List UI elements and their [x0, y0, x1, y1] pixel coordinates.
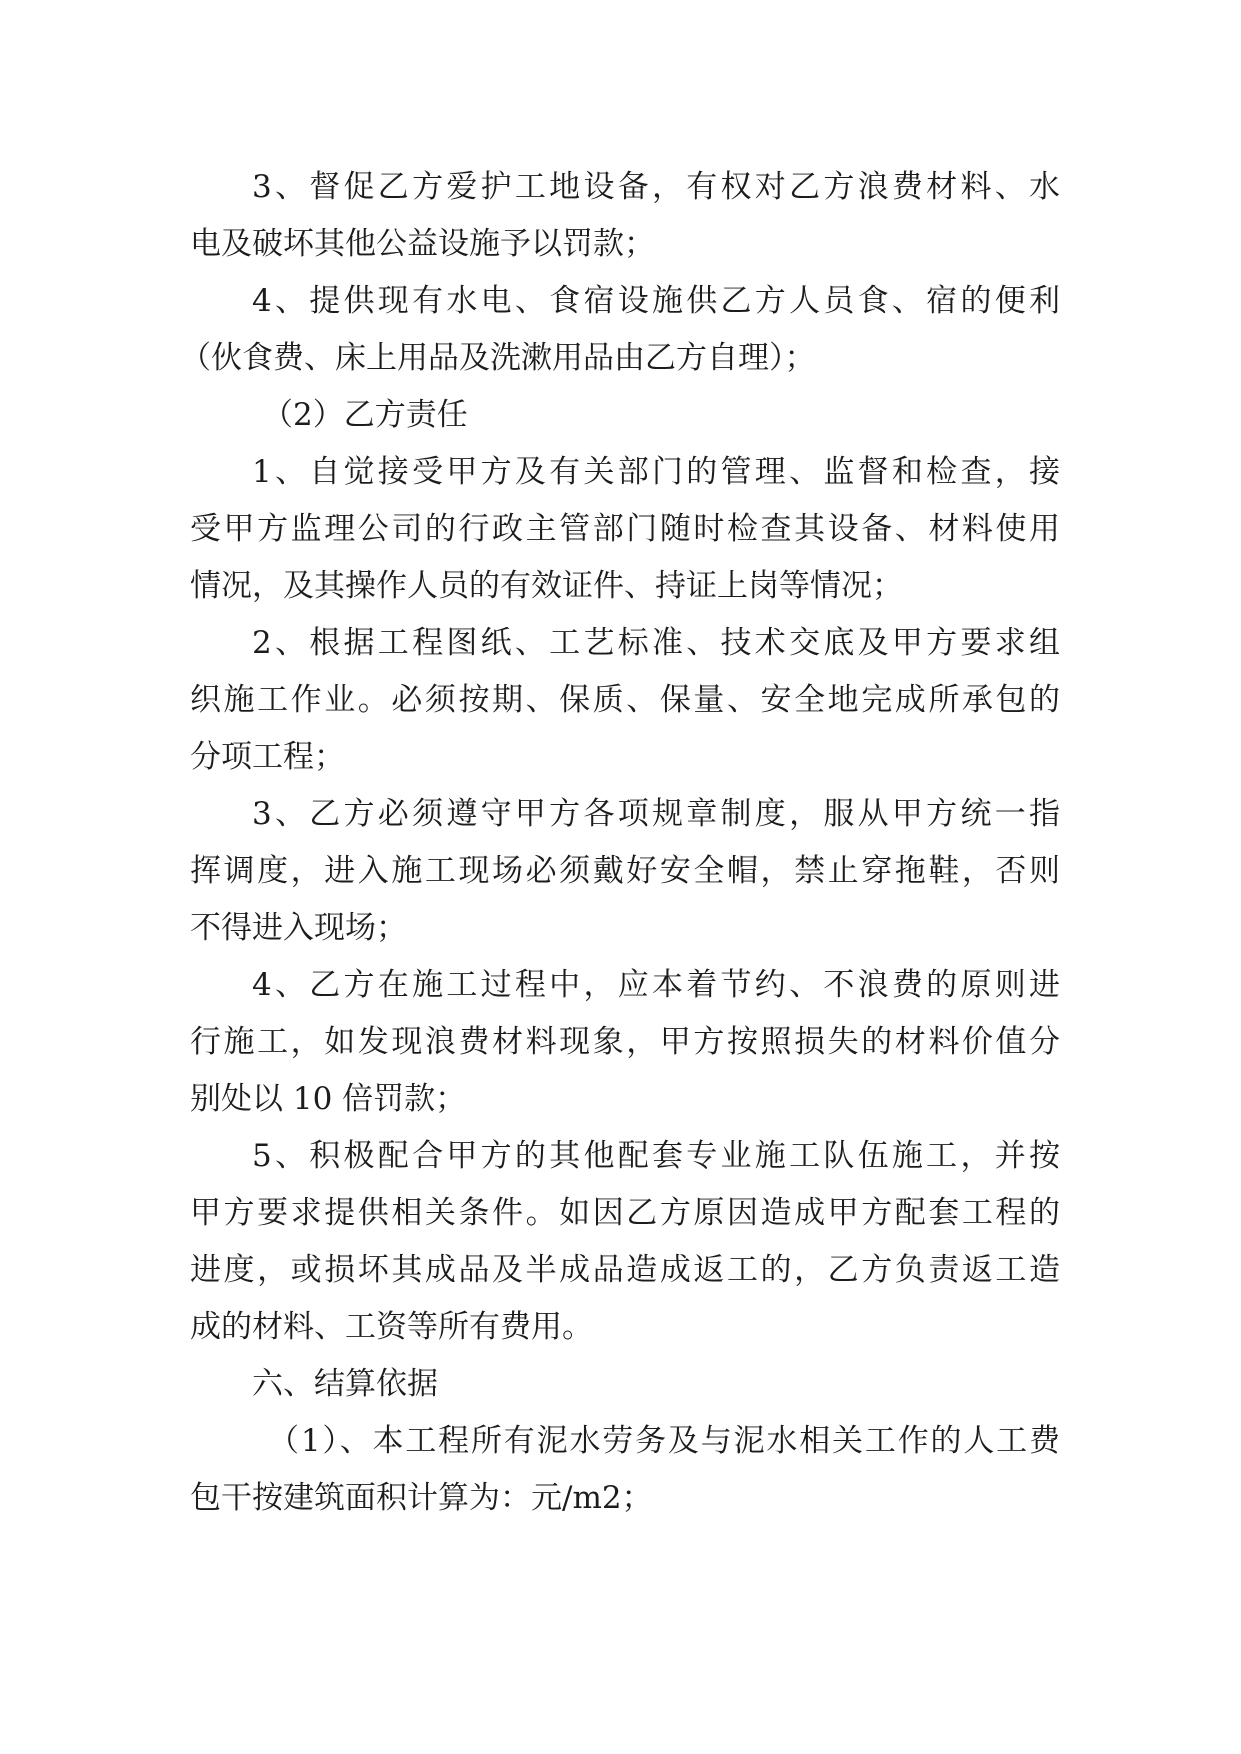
text-line: 3、乙方必须遵守甲方各项规章制度，服从甲方统一指	[252, 796, 1060, 832]
text-line: 织施工作业。必须按期、保质、保量、安全地完成所承包的	[190, 682, 1060, 718]
section-subheading: （2）乙方责任	[262, 397, 468, 433]
text-line: 分项工程；	[190, 739, 345, 775]
section-heading: 六、结算依据	[252, 1366, 438, 1402]
text-line: （1）、本工程所有泥水劳务及与泥水相关工作的人工费	[268, 1423, 1060, 1459]
text-line: 4、乙方在施工过程中，应本着节约、不浪费的原则进	[252, 967, 1060, 1003]
text-line: 不得进入现场；	[190, 910, 407, 946]
text-line: 2、根据工程图纸、工艺标准、技术交底及甲方要求组	[252, 625, 1060, 661]
text-line: 5、积极配合甲方的其他配套专业施工队伍施工，并按	[252, 1138, 1060, 1174]
text-line: 受甲方监理公司的行政主管部门随时检查其设备、材料使用	[190, 511, 1060, 547]
text-line: 电及破坏其他公益设施予以罚款；	[190, 226, 655, 262]
text-line: 成的材料、工资等所有费用。	[190, 1309, 593, 1345]
text-line: 别处以 10 倍罚款；	[190, 1081, 467, 1117]
text-line: 甲方要求提供相关条件。如因乙方原因造成甲方配套工程的	[190, 1195, 1060, 1231]
text-line: （伙食费、床上用品及洗漱用品由乙方自理）；	[180, 340, 816, 376]
text-line: 情况，及其操作人员的有效证件、持证上岗等情况；	[190, 568, 903, 604]
text-line: 包干按建筑面积计算为：元/m2；	[190, 1480, 653, 1516]
text-line: 1、自觉接受甲方及有关部门的管理、监督和检查，接	[252, 454, 1060, 490]
text-line: 行施工，如发现浪费材料现象，甲方按照损失的材料价值分	[190, 1024, 1060, 1060]
text-line: 挥调度，进入施工现场必须戴好安全帽，禁止穿拖鞋，否则	[190, 853, 1060, 889]
text-line: 进度，或损坏其成品及半成品造成返工的，乙方负责返工造	[190, 1252, 1060, 1288]
text-line: 4、提供现有水电、食宿设施供乙方人员食、宿的便利	[252, 283, 1060, 319]
text-line: 3、督促乙方爱护工地设备，有权对乙方浪费材料、水	[252, 169, 1060, 205]
